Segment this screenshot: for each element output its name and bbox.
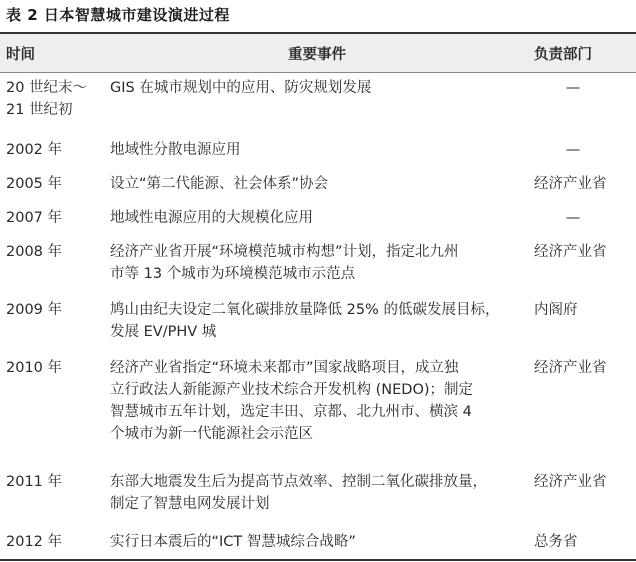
table-row	[0, 465, 636, 523]
table-row	[0, 167, 636, 201]
cell-time: 2012 年	[6, 534, 63, 550]
cell-time: 20 世纪末～ 21 世纪初	[6, 80, 88, 118]
cell-dept: —	[565, 210, 581, 226]
cell-dept: —	[565, 142, 581, 158]
cell-dept: 总务省	[534, 534, 578, 550]
cell-time: 2008 年	[6, 244, 63, 260]
table-header-row	[0, 34, 636, 73]
cell-dept: 内阁府	[534, 302, 578, 318]
table-row	[0, 351, 636, 465]
header-event: 重要事件	[288, 46, 346, 63]
cell-dept: —	[565, 80, 581, 96]
evolution-table	[0, 32, 636, 561]
cell-dept: 经济产业省	[534, 244, 607, 260]
cell-event: 东部大地震发生后为提高节点效率、控制二氧化碳排放量， 制定了智慧电网发展计划	[110, 474, 487, 512]
cell-event: 鸠山由纪夫设定二氧化碳排放量降低 25% 的低碳发展目标， 发展 EV/PHV 城	[110, 302, 500, 340]
table-caption: 表 2 日本智慧城市建设演进过程	[6, 6, 230, 24]
table-row	[0, 73, 636, 133]
cell-dept: 经济产业省	[534, 474, 607, 490]
cell-event: 实行日本震后的“ICT 智慧城综合战略”	[110, 534, 356, 550]
cell-dept: 经济产业省	[534, 176, 607, 192]
cell-time: 2010 年	[6, 360, 63, 376]
cell-event: 经济产业省指定“环境未来都市”国家战略项目，成立独 立行政法人新能源产业技术综合开发机构 (NEDO)；制定 智慧城市五年计划，选定丰田、京都、北九州市、横滨 4 个城市为新一代能源社会示范区	[110, 360, 474, 442]
cell-time: 2002 年	[6, 142, 63, 158]
cell-time: 2005 年	[6, 176, 63, 192]
cell-event: 经济产业省开展“环境模范城市构想”计划，指定北九州 市等 13 个城市为环境模范城市示范点	[110, 244, 459, 282]
cell-event: 设立“第二代能源、社会体系”协会	[110, 176, 329, 192]
cell-event: GIS 在城市规划中的应用、防灾规划发展	[110, 80, 372, 96]
cell-time: 2007 年	[6, 210, 63, 226]
table-row	[0, 133, 636, 167]
cell-time: 2011 年	[6, 474, 63, 490]
table-row	[0, 293, 636, 351]
header-dept: 负责部门	[534, 46, 592, 63]
table-row	[0, 235, 636, 293]
header-time: 时间	[6, 46, 35, 63]
cell-dept: 经济产业省	[534, 360, 607, 376]
cell-time: 2009 年	[6, 302, 63, 318]
table-row	[0, 201, 636, 235]
cell-event: 地域性分散电源应用	[110, 142, 241, 158]
table-row	[0, 523, 636, 559]
cell-event: 地域性电源应用的大规模化应用	[110, 210, 313, 226]
